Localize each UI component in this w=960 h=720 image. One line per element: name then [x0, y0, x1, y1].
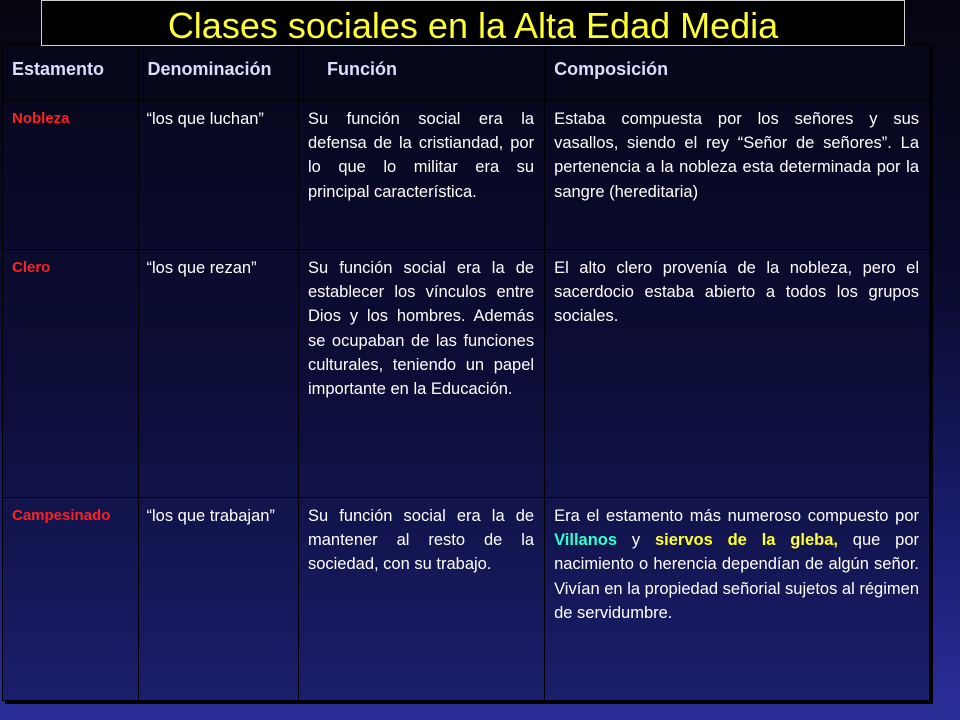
header-funcion: Función	[298, 45, 544, 101]
header-estamento: Estamento	[3, 45, 139, 101]
denominacion-cell: “los que luchan”	[138, 101, 298, 250]
estamento-cell: Clero	[3, 250, 139, 498]
table-row	[3, 101, 930, 250]
table-header-row	[3, 45, 930, 101]
composicion-cell: El alto clero provenía de la nobleza, pero el sacerdocio estaba abierto a todos los grupos sociales.	[545, 250, 930, 498]
composicion-cell: Estaba compuesta por los señores y sus vasallos, siendo el rey “Señor de señores”. La pertenencia a la nobleza esta determinada por la sangre (hereditaria)	[545, 101, 930, 250]
denominacion-cell: “los que trabajan”	[138, 498, 298, 701]
denominacion-cell: “los que rezan”	[138, 250, 298, 498]
table-row	[3, 498, 930, 701]
slide-title: Clases sociales en la Alta Edad Media	[41, 0, 905, 46]
composicion-text-after: que por nacimiento o herencia dependían de algún señor. Vivían en la propiedad señorial sujetos al régimen de servidumbre.	[554, 531, 920, 622]
header-denominacion: Denominación	[138, 45, 298, 101]
composicion-text-middle: y	[617, 531, 655, 550]
villanos-highlight: Villanos	[554, 531, 618, 550]
composicion-cell	[545, 498, 930, 701]
estamento-cell: Nobleza	[3, 101, 139, 250]
funcion-cell: Su función social era la de establecer los vínculos entre Dios y los hombres. Además se ocupaban de las funciones culturales, teniendo un papel importante en la Educación.	[298, 250, 544, 498]
funcion-cell: Su función social era la de mantener al resto de la sociedad, con su trabajo.	[298, 498, 544, 701]
social-classes-table	[2, 44, 930, 701]
funcion-cell: Su función social era la defensa de la cristiandad, por lo que lo militar era su principal característica.	[298, 101, 544, 250]
composicion-text-before: Era el estamento más numeroso compuesto por	[554, 507, 919, 525]
siervos-highlight: siervos de la gleba,	[654, 531, 838, 550]
table-row	[3, 250, 930, 498]
estamento-cell: Campesinado	[3, 498, 139, 701]
header-composicion: Composición	[545, 45, 930, 101]
